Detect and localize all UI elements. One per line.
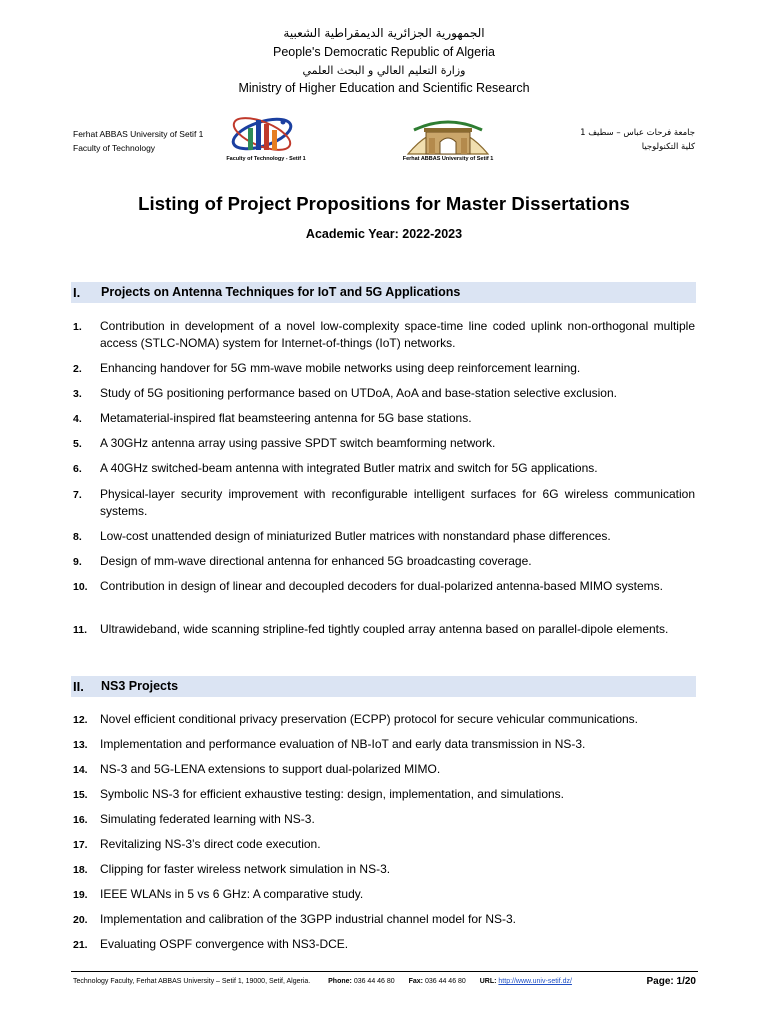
ministry-heading: Ministry of Higher Education and Scientific Research	[238, 81, 530, 95]
arabic-republic-heading: الجمهورية الجزائرية الديمقراطية الشعبية	[283, 26, 485, 40]
item-number: 19.	[73, 889, 88, 901]
item-number: 5.	[73, 438, 82, 450]
list-item	[73, 578, 695, 595]
university-name-arabic	[580, 126, 695, 154]
item-number: 3.	[73, 388, 82, 400]
item-text: Contribution in design of linear and decoupled decoders for dual-polarized antenna-based MIMO systems.	[100, 579, 663, 593]
footer-address: Technology Faculty, Ferhat ABBAS University – Setif 1, 19000, Setif, Algeria.	[73, 978, 311, 985]
section-number: II.	[73, 679, 84, 694]
list-item	[73, 811, 695, 828]
item-number: 14.	[73, 764, 88, 776]
section-title: Projects on Antenna Techniques for IoT and 5G Applications	[101, 285, 461, 299]
faculty-logo-caption: Faculty of Technology - Setif 1	[226, 156, 306, 162]
item-text: Contribution in development of a novel low-complexity space-time line coded uplink non-orthogonal multiple access (STLC-NOMA) system for Internet-of-things (IoT) networks.	[100, 319, 695, 350]
item-number: 7.	[73, 489, 82, 501]
footer-url-link[interactable]: http://www.univ-setif.dz/	[498, 978, 572, 985]
item-number: 6.	[73, 463, 82, 475]
list-item	[73, 621, 695, 638]
item-text: Evaluating OSPF convergence with NS3-DCE.	[100, 937, 349, 951]
item-text: Ultrawideband, wide scanning stripline-fed tightly coupled array antenna based on parallel-dipole elements.	[100, 622, 669, 636]
item-text: A 40GHz switched-beam antenna with integrated Butler matrix and switch for 5G applications.	[100, 461, 598, 475]
item-text: Simulating federated learning with NS-3.	[100, 812, 315, 826]
item-text: Novel efficient conditional privacy preservation (ECPP) protocol for secure vehicular communications.	[100, 712, 639, 726]
item-text: Design of mm-wave directional antenna for enhanced 5G broadcasting coverage.	[100, 554, 532, 568]
list-item	[73, 318, 695, 352]
item-number: 8.	[73, 531, 82, 543]
section-header-antenna	[71, 282, 696, 303]
university-logo-caption: Ferhat ABBAS University of Setif 1	[402, 156, 494, 162]
footer-fax: 036 44 46 80	[424, 978, 466, 985]
faculty-line: Faculty of Technology	[73, 143, 156, 153]
item-text: Clipping for faster wireless network simulation in NS-3.	[100, 862, 391, 876]
list-item	[73, 435, 695, 452]
page-value: 1/20	[676, 976, 696, 987]
item-number: 2.	[73, 363, 82, 375]
item-text: IEEE WLANs in 5 vs 6 GHz: A comparative study.	[100, 887, 364, 901]
section-title: NS3 Projects	[101, 679, 179, 693]
list-item	[73, 486, 695, 520]
document-title: Listing of Project Propositions for Master Dissertations	[138, 193, 630, 214]
faculty-line-arabic: كلية التكنولوجيا	[641, 142, 695, 152]
list-item	[73, 936, 695, 953]
footer-phone-label: Phone:	[328, 978, 352, 985]
item-text: Physical-layer security improvement with reconfigurable intelligent surfaces for 6G wireless communication systems.	[100, 487, 695, 518]
list-item	[73, 360, 695, 377]
list-item	[73, 761, 695, 778]
item-number: 10.	[73, 581, 88, 593]
list-item	[73, 861, 695, 878]
item-number: 16.	[73, 814, 88, 826]
item-text: Symbolic NS-3 for efficient exhaustive testing: design, implementation, and simulations.	[100, 787, 565, 801]
list-item	[73, 460, 695, 477]
section-header-ns3	[71, 676, 696, 697]
list-item	[73, 786, 695, 803]
footer-fax-label: Fax:	[408, 978, 423, 985]
list-item	[73, 911, 695, 928]
item-text: Implementation and calibration of the 3GPP industrial channel model for NS-3.	[100, 912, 517, 926]
item-number: 15.	[73, 789, 88, 801]
item-number: 20.	[73, 914, 88, 926]
list-item	[73, 711, 695, 728]
list-item	[73, 528, 695, 545]
academic-year: Academic Year: 2022-2023	[305, 227, 463, 241]
item-text: Study of 5G positioning performance based on UTDoA, AoA and base-station selective exclusion.	[100, 386, 617, 400]
section-number: I.	[73, 285, 81, 300]
list-item	[73, 385, 695, 402]
item-text: Revitalizing NS-3’s direct code execution.	[100, 837, 321, 851]
list-item	[73, 553, 695, 570]
footer-url-label: URL:	[479, 978, 497, 985]
item-text: Enhancing handover for 5G mm-wave mobile networks using deep reinforcement learning.	[100, 361, 581, 375]
republic-heading: People's Democratic Republic of Algeria	[273, 45, 495, 59]
university-line-arabic: جامعة فرحات عباس – سطيف 1	[580, 128, 695, 138]
item-number: 11.	[73, 624, 88, 636]
item-text: Implementation and performance evaluation of NB-IoT and early data transmission in NS-3.	[100, 737, 586, 751]
item-text: A 30GHz antenna array using passive SPDT switch beamforming network.	[100, 436, 496, 450]
page-number	[647, 976, 696, 987]
item-text: Metamaterial-inspired flat beamsteering antenna for 5G base stations.	[100, 411, 472, 425]
footer-phone: 036 44 46 80	[353, 978, 395, 985]
item-text: Low-cost unattended design of miniaturized Butler matrices with nonstandard phase differences.	[100, 529, 611, 543]
item-number: 4.	[73, 413, 82, 425]
list-item	[73, 410, 695, 427]
footer	[73, 978, 698, 985]
list-item	[73, 836, 695, 853]
page-label: Page:	[646, 976, 674, 987]
arabic-ministry-heading: وزارة التعليم العالي و البحث العلمي	[302, 64, 466, 77]
item-number: 17.	[73, 839, 88, 851]
item-number: 1.	[73, 321, 82, 333]
university-name-english	[73, 127, 203, 155]
list-item	[73, 886, 695, 903]
item-number: 9.	[73, 556, 82, 568]
item-text: NS-3 and 5G-LENA extensions to support dual-polarized MIMO.	[100, 762, 441, 776]
item-number: 18.	[73, 864, 88, 876]
footer-divider	[71, 971, 698, 972]
list-item	[73, 736, 695, 753]
item-number: 13.	[73, 739, 88, 751]
item-number: 21.	[73, 939, 88, 951]
item-number: 12.	[73, 714, 88, 726]
university-line: Ferhat ABBAS University of Setif 1	[73, 129, 204, 139]
